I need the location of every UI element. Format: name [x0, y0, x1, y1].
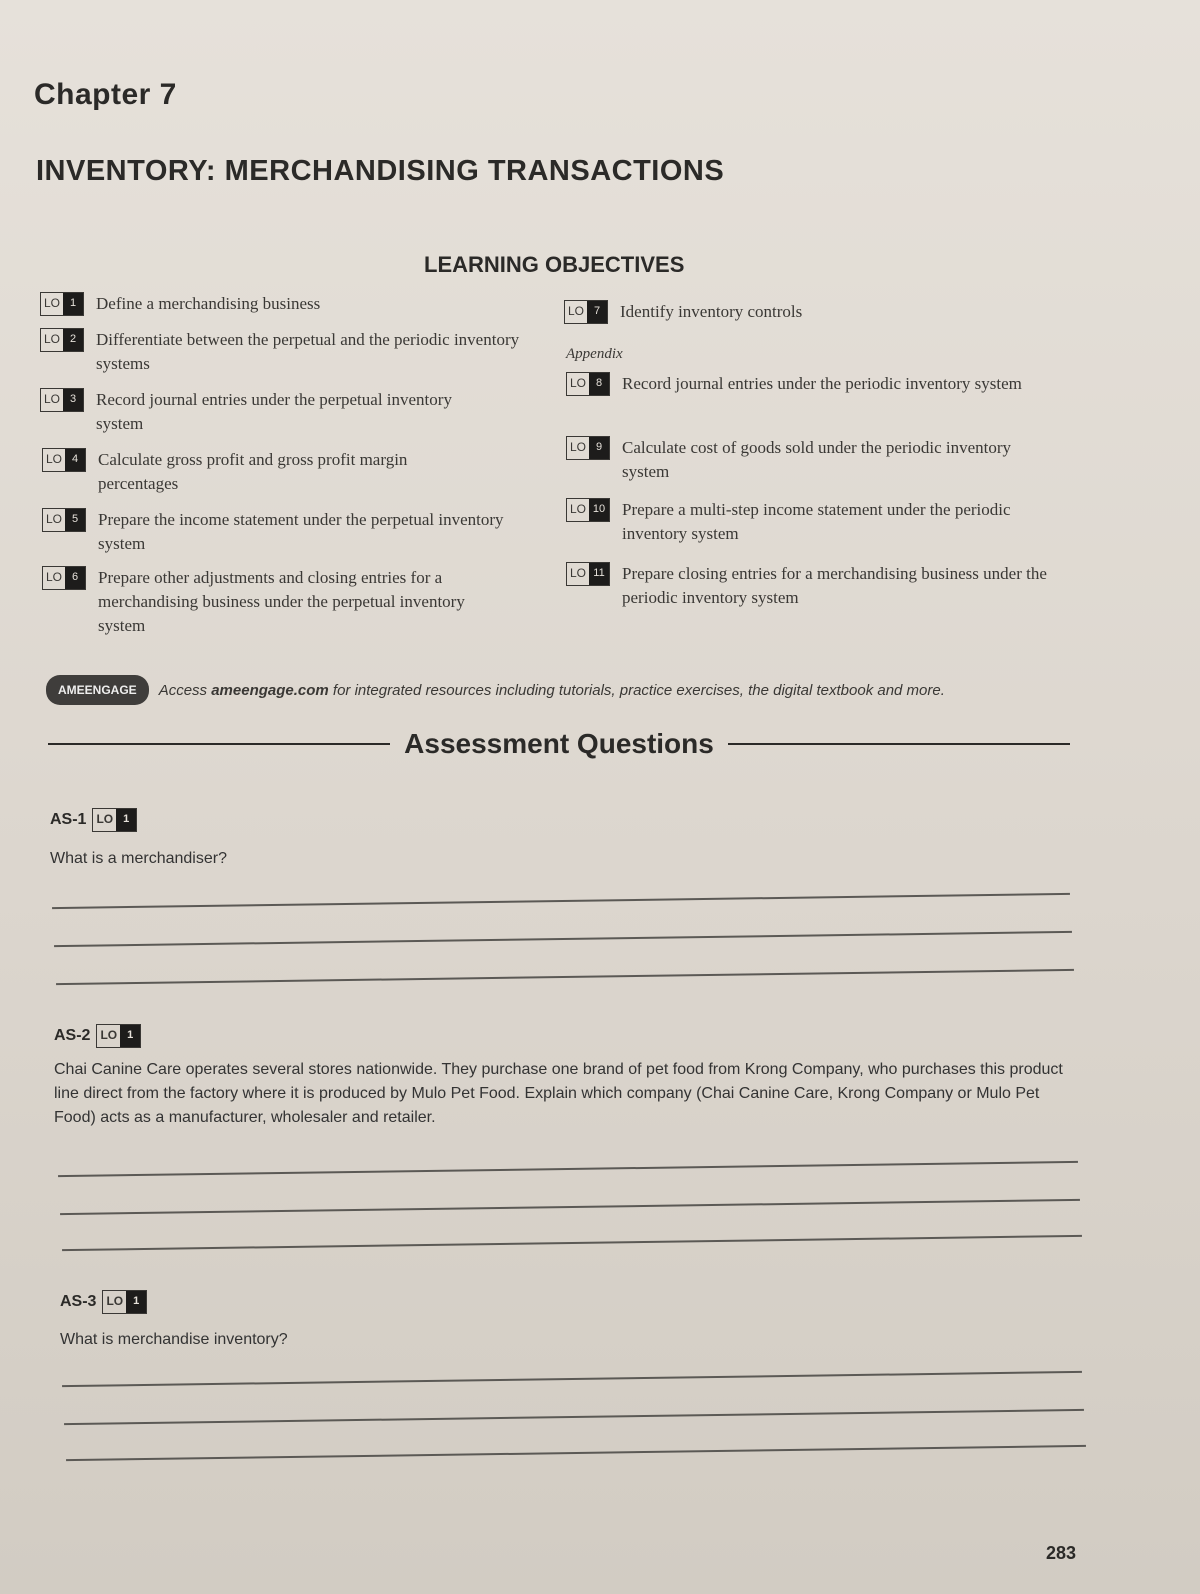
objective-9: [566, 436, 1022, 484]
chapter-label: Chapter 7: [34, 78, 177, 111]
objective-5: [42, 508, 518, 556]
question-2-text: Chai Canine Care operates several stores nationwide. They purchase one brand of pet food from Krong Company, who purchases this product line direct from the factory where it is produced by Mulo Pet Food. Explain which company (Chai Canine Care, Krong Company or Mulo Pet Food) acts as a manufacturer, wholesaler and retailer.: [54, 1061, 1063, 1126]
question-1-header: [50, 808, 149, 832]
assessment-heading: Assessment Questions: [404, 728, 714, 759]
answer-line[interactable]: [60, 1199, 1080, 1215]
objective-text: Record journal entries under the perpetual inventory system: [96, 390, 452, 433]
answer-line[interactable]: [64, 1409, 1084, 1425]
answer-line[interactable]: [62, 1235, 1082, 1251]
lo-badge: LO 6: [42, 566, 86, 590]
question-2-header: [54, 1024, 153, 1048]
lo-badge: LO 11: [566, 562, 610, 586]
question-3-header: [60, 1290, 159, 1314]
lo-badge: LO 1: [92, 808, 137, 832]
answer-line[interactable]: [62, 1371, 1082, 1387]
assessment-divider: [48, 728, 1070, 760]
objective-text: Calculate cost of goods sold under the periodic inventory system: [622, 438, 1012, 481]
answer-line[interactable]: [54, 931, 1072, 947]
ameengage-banner: [46, 675, 989, 705]
answer-line[interactable]: [66, 1445, 1086, 1461]
answer-line[interactable]: [52, 893, 1070, 909]
lo-badge: LO 8: [566, 372, 610, 396]
objective-7: [564, 300, 1050, 324]
objective-1: [40, 292, 526, 316]
ameengage-link[interactable]: ameengage.com: [211, 681, 329, 699]
objective-10: [566, 498, 1032, 546]
answer-line[interactable]: [58, 1161, 1078, 1177]
objective-text: Prepare other adjustments and closing entries for a merchandising business under the perpetual inventory system: [98, 568, 465, 635]
objective-2: [40, 328, 526, 376]
objective-text: Prepare the income statement under the perpetual inventory system: [98, 510, 504, 553]
question-3-text: What is merchandise inventory?: [60, 1331, 288, 1348]
divider-rule-right: [728, 743, 1070, 745]
objective-4: [42, 448, 478, 496]
lo-badge: LO 9: [566, 436, 610, 460]
question-1-text: What is a merchandiser?: [50, 850, 227, 867]
objective-3: [40, 388, 456, 436]
objective-text: Record journal entries under the periodic inventory system: [622, 374, 1022, 393]
lo-badge: LO 10: [566, 498, 610, 522]
objective-text: Differentiate between the perpetual and the periodic inventory systems: [96, 330, 520, 373]
lo-badge: LO 1: [96, 1024, 141, 1048]
objective-6: [42, 566, 508, 638]
objective-text: Prepare closing entries for a merchandising business under the periodic inventory system: [622, 564, 1047, 607]
objective-8: [566, 372, 1052, 396]
lo-badge: LO 1: [102, 1290, 147, 1314]
objective-text: Identify inventory controls: [620, 302, 803, 321]
lo-badge: LO 1: [40, 292, 84, 316]
question-id: AS-3: [60, 1293, 97, 1310]
lo-badge: LO 7: [564, 300, 608, 324]
appendix-label: Appendix: [566, 346, 623, 362]
page-number: 283: [1046, 1543, 1077, 1563]
ameengage-logo: AMEENGAGE: [46, 675, 149, 705]
question-id: AS-2: [54, 1027, 91, 1044]
objective-text: Calculate gross profit and gross profit margin percentages: [98, 450, 408, 493]
question-id: AS-1: [50, 811, 87, 828]
lo-badge: LO 4: [42, 448, 86, 472]
ameengage-text: Access ameengage.com for integrated resources including tutorials, practice exercises, the digital textbook and more.: [158, 681, 945, 699]
chapter-title: INVENTORY: MERCHANDISING TRANSACTIONS: [36, 155, 725, 187]
objective-11: [566, 562, 1052, 610]
lo-badge: LO 3: [40, 388, 84, 412]
lo-badge: LO 2: [40, 328, 84, 352]
objective-text: Prepare a multi-step income statement under the periodic inventory system: [622, 500, 1011, 543]
objective-text: Define a merchandising business: [96, 294, 321, 313]
lo-badge: LO 5: [42, 508, 86, 532]
divider-rule-left: [48, 743, 390, 745]
answer-line[interactable]: [56, 969, 1074, 985]
learning-objectives-heading: LEARNING OBJECTIVES: [424, 252, 685, 277]
